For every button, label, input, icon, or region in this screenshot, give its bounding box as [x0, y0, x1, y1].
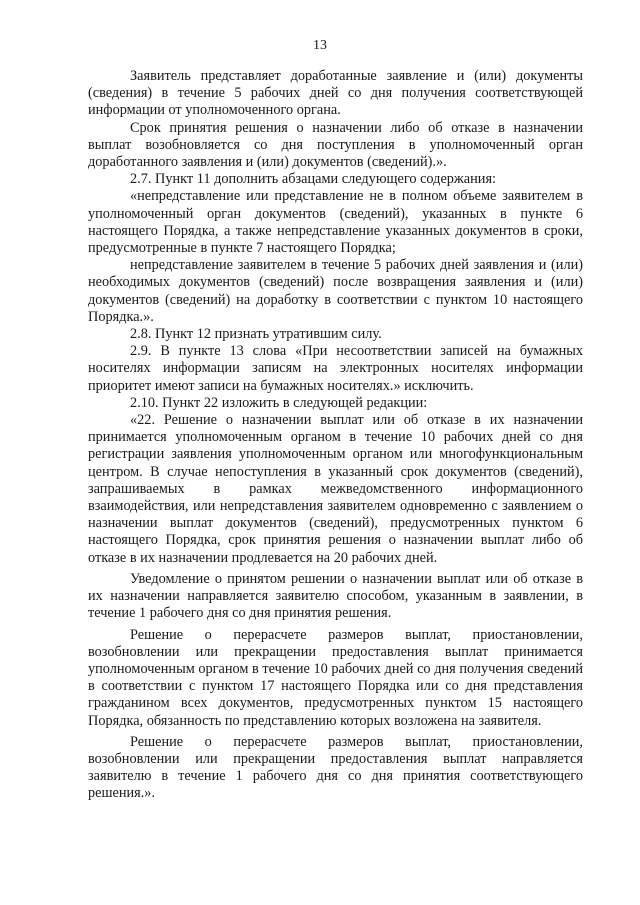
- page-number: 13: [313, 38, 327, 53]
- paragraph: «непредставление или представление не в полном объеме заявителем в уполномоченный орган документов (сведений), указанных в пункте 6 настоящего Порядка, а также непредставление указанных документов в сроки, предусмотренные в пункте 7 настоящего Порядка;: [88, 188, 583, 257]
- paragraph: непредставление заявителем в течение 5 рабочих дней заявления и (или) необходимых документов (сведений) после возвращения заявления и (или) документов (сведений) на доработку в соответствии с пунктом 10 настоящего Порядка.».: [88, 257, 583, 325]
- paragraph: 2.10. Пункт 22 изложить в следующей редакции:: [130, 394, 428, 411]
- paragraph: Решение о перерасчете размеров выплат, приостановлении, возобновлении или прекращении предоставления выплат направляется заявителю в течение 1 рабочего дня со дня принятия соответствующего решения.».: [88, 733, 583, 802]
- paragraph: 2.7. Пункт 11 дополнить абзацами следующего содержания:: [130, 171, 497, 188]
- document-body: [88, 68, 583, 803]
- paragraph: Решение о перерасчете размеров выплат, приостановлении, возобновлении или прекращении предоставления выплат принимается уполномоченным органом в течение 10 рабочих дней со дня получения сведений в соответствии с пунктом 17 настоящего Порядка или со дня представления гражданином всех документов, предусмотренных пунктом 15 настоящего Порядка, обязанность по представлению которых возложена на заявителя.: [88, 626, 583, 729]
- paragraph: 2.9. В пункте 13 слова «При несоответствии записей на бумажных носителях информации записям на электронных носителях информации приоритет имеют записи на бумажных носителях.» исключить.: [88, 343, 583, 394]
- paragraph: Уведомление о принятом решении о назначении выплат или об отказе в их назначении направляется заявителю способом, указанным в заявлении, в течение 1 рабочего дня со дня принятия решения.: [88, 570, 583, 622]
- paragraph: «22. Решение о назначении выплат или об отказе в их назначении принимается уполномоченным органом в течение 10 рабочих дней со дня регистрации заявления уполномоченным органом или многофункциональным центром. В случае непоступления в указанный срок документов (сведений), запрашиваемых в рамках межведомственного информационного взаимодействия, или непредставления заявителем одновременно с заявлением о назначении выплат документов (сведений), предусмотренных пунктом 6 настоящего Порядка, срок принятия решения о назначении выплат либо об отказе в их назначении продлевается на 20 рабочих дней.: [88, 412, 583, 566]
- paragraph: Заявитель представляет доработанные заявление и (или) документы (сведения) в течение 5 рабочих дней со дня получения соответствующей информации от уполномоченного органа.: [88, 68, 583, 119]
- paragraph: Срок принятия решения о назначении либо об отказе в назначении выплат возобновляется со дня поступления в уполномоченный орган доработанного заявления и (или) документов (сведений).».: [88, 119, 583, 171]
- paragraph: 2.8. Пункт 12 признать утратившим силу.: [130, 326, 382, 343]
